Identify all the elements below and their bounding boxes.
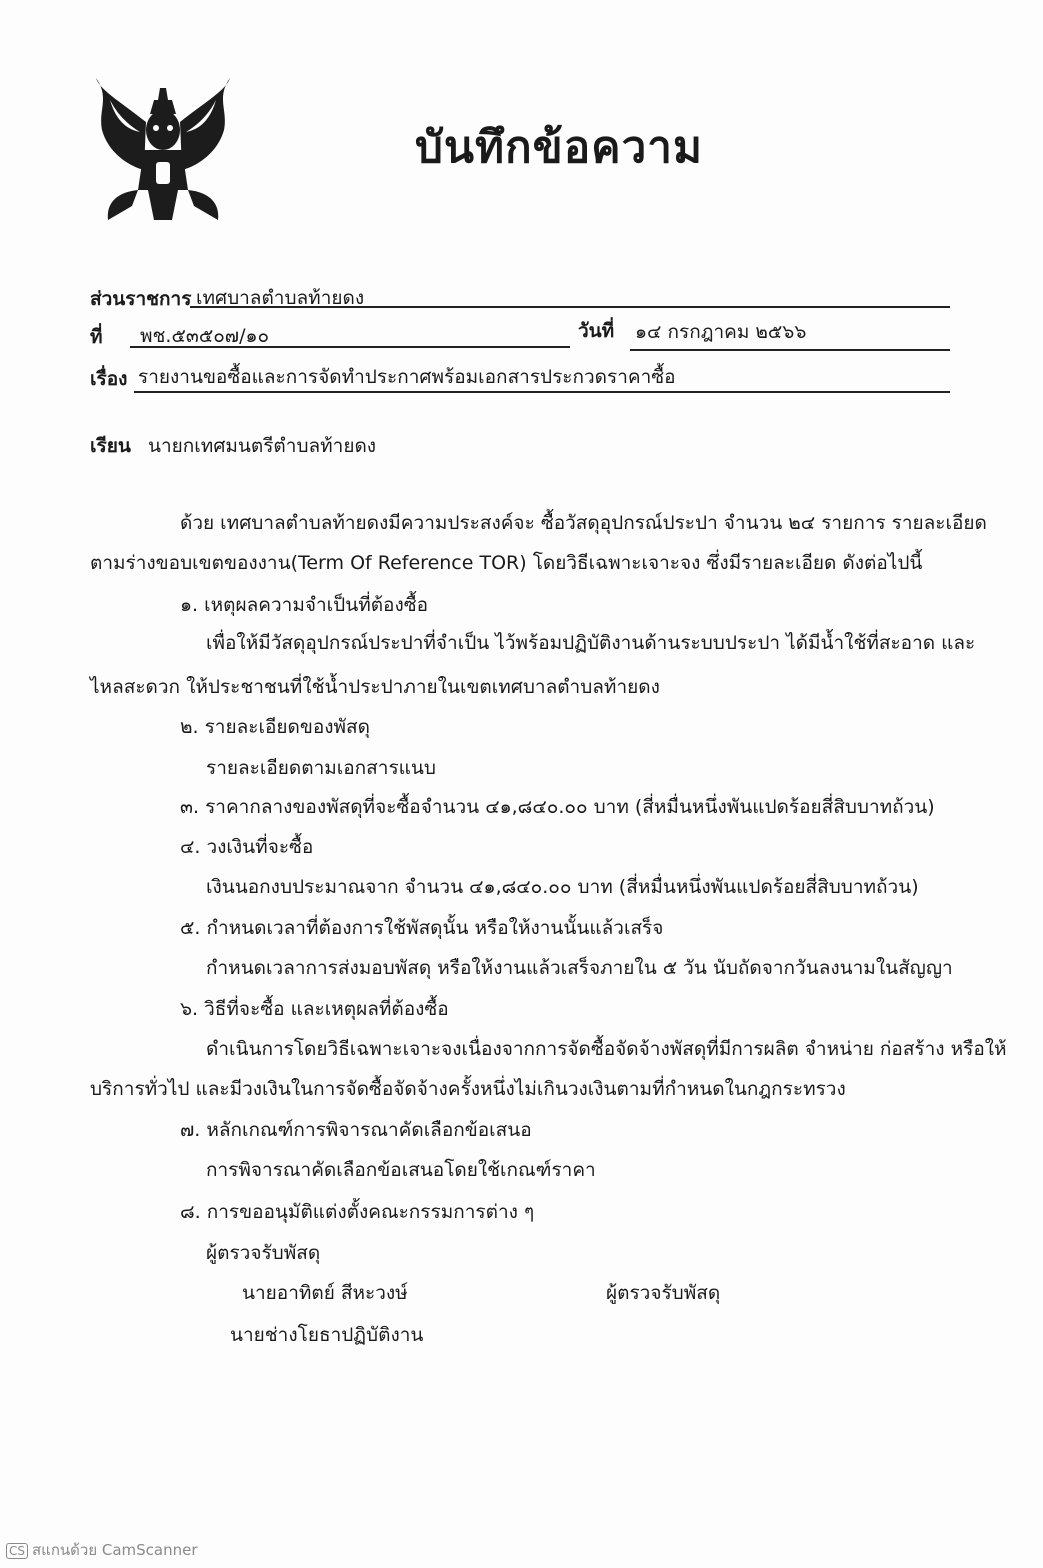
agency-value: เทศบาลตำบลท้ายดง xyxy=(196,287,365,309)
date-label: วันที่ xyxy=(578,320,615,342)
date-value: ๑๔ กรกฎาคม ๒๕๖๖ xyxy=(635,321,807,343)
intro-line-2: ตามร่างขอบเขตของงาน(Term Of Reference TOR) โดยวิธีเฉพาะเจาะจง ซึ่งมีรายละเอียด ดังต่อไปนี้ xyxy=(90,552,923,574)
committee-member-name: นายอาทิตย์ สีหะวงษ์ xyxy=(242,1282,408,1304)
ref-value: พช.๕๓๕๐๗/๑๐ xyxy=(140,325,270,347)
subject-label: เรื่อง xyxy=(90,368,128,390)
section-6-line-1: ดำเนินการโดยวิธีเฉพาะเจาะจงเนื่องจากการจัดซื้อจัดจ้างพัสดุที่มีการผลิต จำหน่าย ก่อสร้าง หรือให้ xyxy=(206,1038,1007,1060)
date-underline xyxy=(630,349,950,351)
camscanner-logo-icon: CS xyxy=(6,1543,28,1559)
section-4-heading: ๔. วงเงินที่จะซื้อ xyxy=(180,836,314,858)
section-6-line-2: บริการทั่วไป และมีวงเงินในการจัดซื้อจัดจ้างครั้งหนึ่งไม่เกินวงเงินตามที่กำหนดในกฎกระทรวง xyxy=(90,1078,846,1100)
agency-label: ส่วนราชการ xyxy=(90,288,192,310)
section-5-heading: ๕. กำหนดเวลาที่ต้องการใช้พัสดุนั้น หรือให้งานนั้นแล้วเสร็จ xyxy=(180,917,664,939)
subject-value: รายงานขอซื้อและการจัดทำประกาศพร้อมเอกสารประกวดราคาซื้อ xyxy=(138,366,676,388)
section-2-heading: ๒. รายละเอียดของพัสดุ xyxy=(180,716,370,738)
ref-label: ที่ xyxy=(90,326,103,348)
section-4-line-1: เงินนอกงบประมาณจาก จำนวน ๔๑,๘๔๐.๐๐ บาท (สี่หมื่นหนึ่งพันแปดร้อยสี่สิบบาทถ้วน) xyxy=(206,876,919,898)
to-label: เรียน xyxy=(90,435,131,457)
section-8-subheading: ผู้ตรวจรับพัสดุ xyxy=(206,1242,321,1264)
ref-underline xyxy=(130,346,570,348)
section-1-line-2: ไหลสะดวก ให้ประชาชนที่ใช้น้ำประปาภายในเขตเทศบาลตำบลท้ายดง xyxy=(90,676,660,698)
agency-underline xyxy=(190,306,950,308)
section-1-heading: ๑. เหตุผลความจำเป็นที่ต้องซื้อ xyxy=(180,594,429,616)
camscanner-watermark xyxy=(6,1538,198,1562)
section-6-heading: ๖. วิธีที่จะซื้อ และเหตุผลที่ต้องซื้อ xyxy=(180,998,449,1020)
section-7-heading: ๗. หลักเกณฑ์การพิจารณาคัดเลือกข้อเสนอ xyxy=(180,1119,532,1141)
committee-member-role: ผู้ตรวจรับพัสดุ xyxy=(606,1282,721,1304)
camscanner-text: สแกนด้วย CamScanner xyxy=(32,1541,198,1559)
intro-line-1: ด้วย เทศบาลตำบลท้ายดงมีความประสงค์จะ ซื้อวัสดุอุปกรณ์ประปา จำนวน ๒๔ รายการ รายละเอียด xyxy=(180,512,987,534)
memo-title: บันทึกข้อความ xyxy=(415,122,704,173)
section-2-line-1: รายละเอียดตามเอกสารแนบ xyxy=(206,757,436,779)
committee-member-position: นายช่างโยธาปฏิบัติงาน xyxy=(230,1324,424,1346)
section-7-line-1: การพิจารณาคัดเลือกข้อเสนอโดยใช้เกณฑ์ราคา xyxy=(206,1159,596,1181)
garuda-emblem-icon xyxy=(88,70,238,230)
section-5-line-1: กำหนดเวลาการส่งมอบพัสดุ หรือให้งานแล้วเสร็จภายใน ๕ วัน นับถัดจากวันลงนามในสัญญา xyxy=(206,957,953,979)
section-1-line-1: เพื่อให้มีวัสดุอุปกรณ์ประปาที่จำเป็น ไว้พร้อมปฏิบัติงานด้านระบบประปา ได้มีน้ำใช้ที่สะอาด และ xyxy=(206,632,976,654)
subject-underline xyxy=(134,391,950,393)
to-value: นายกเทศมนตรีตำบลท้ายดง xyxy=(148,435,377,457)
section-8-heading: ๘. การขออนุมัติแต่งตั้งคณะกรรมการต่าง ๆ xyxy=(180,1201,535,1223)
section-3-heading: ๓. ราคากลางของพัสดุที่จะซื้อจำนวน ๔๑,๘๔๐.๐๐ บาท (สี่หมื่นหนึ่งพันแปดร้อยสี่สิบบาทถ้วน) xyxy=(180,796,935,818)
